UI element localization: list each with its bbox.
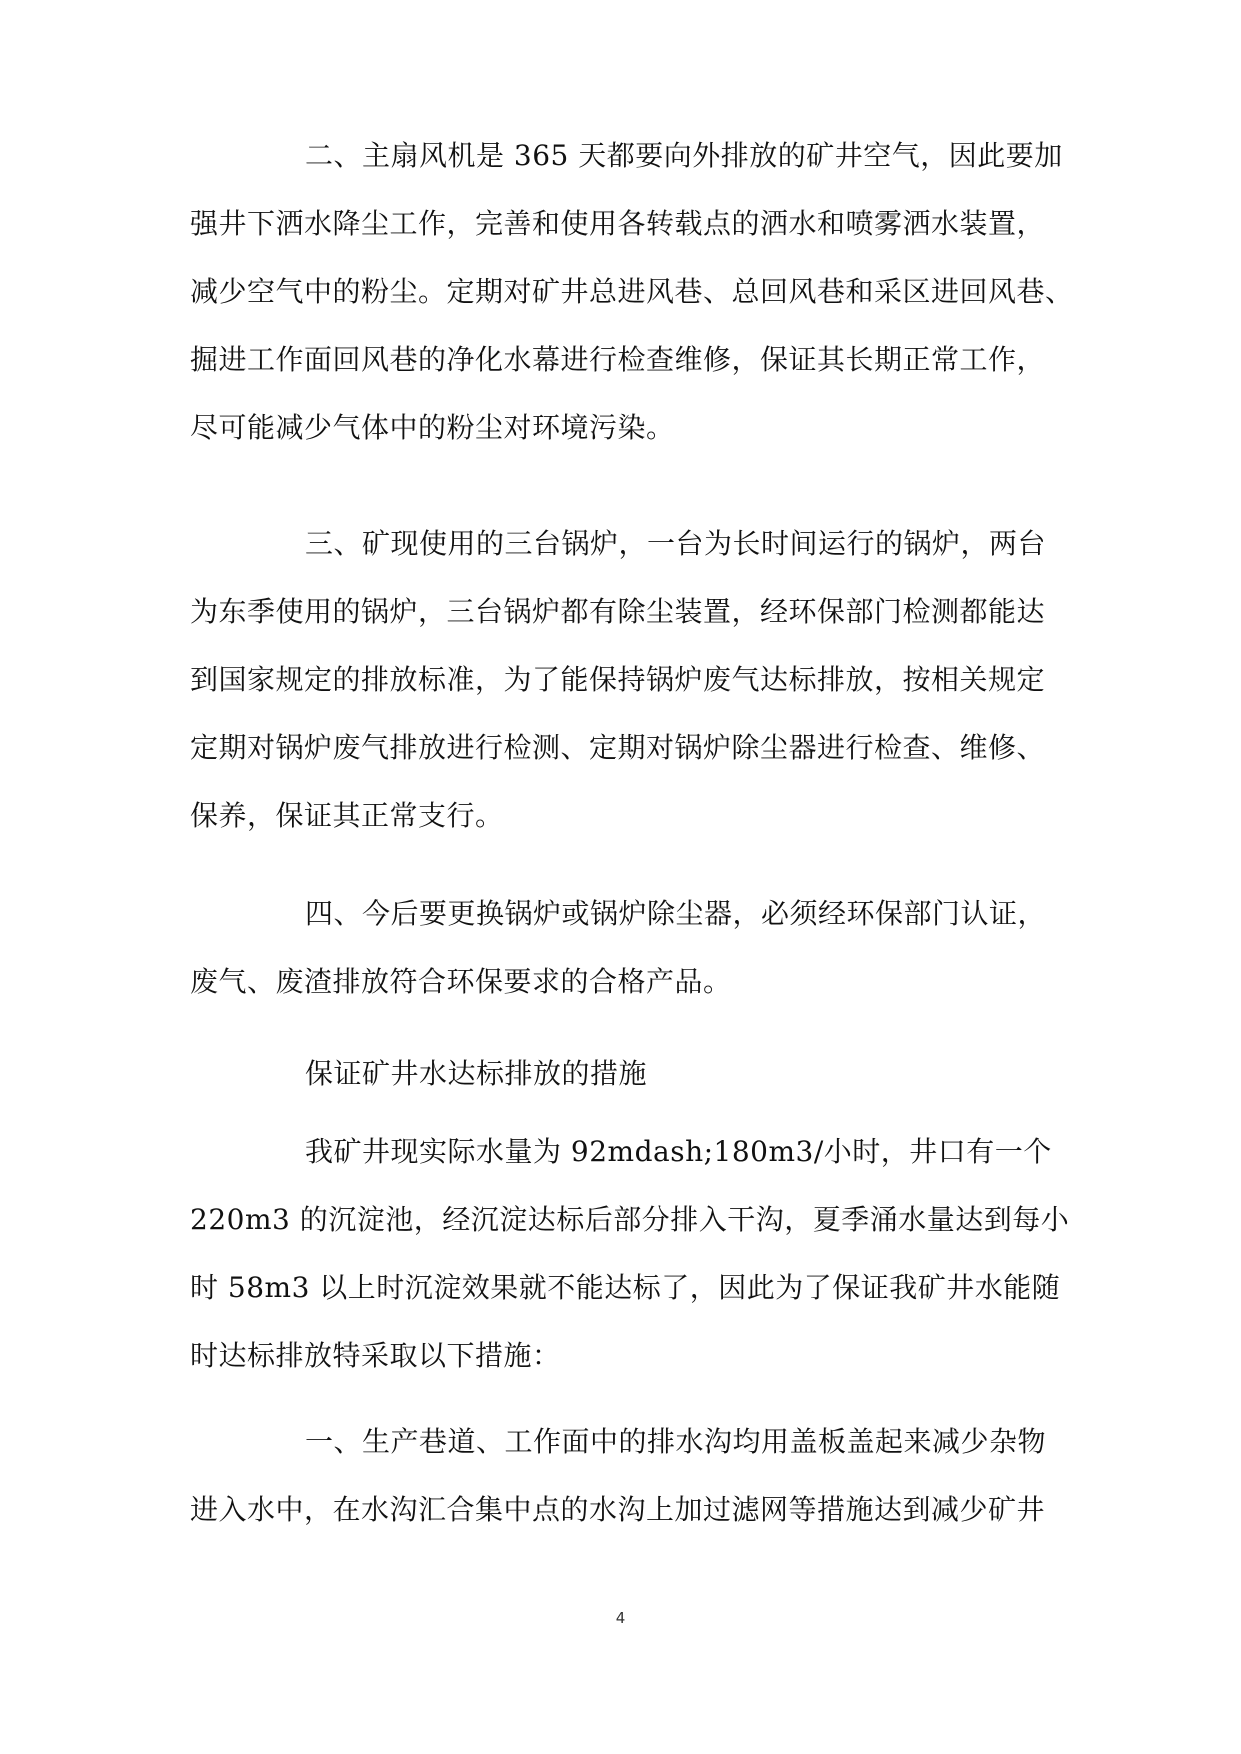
text-line: 一、生产巷道、工作面中的排水沟均用盖板盖起来减少杂物 (305, 1425, 1047, 1458)
text-line: 时达标排放特采取以下措施： (190, 1339, 561, 1372)
text-line: 尽可能减少气体中的粉尘对环境污染。 (190, 411, 675, 444)
text-line: 为东季使用的锅炉，三台锅炉都有除尘装置，经环保部门检测都能达 (190, 595, 1046, 628)
text-line: 减少空气中的粉尘。定期对矿井总进风巷、总回风巷和采区进回风巷、 (190, 275, 1074, 308)
text-line: 到国家规定的排放标准，为了能保持锅炉废气达标排放，按相关规定 (190, 663, 1046, 696)
text-line: 时 58m3 以上时沉淀效果就不能达标了，因此为了保证我矿井水能随 (190, 1271, 1061, 1304)
text-line: 进入水中，在水沟汇合集中点的水沟上加过滤网等措施达到减少矿井 (190, 1493, 1046, 1526)
text-line: 定期对锅炉废气排放进行检测、定期对锅炉除尘器进行检查、维修、 (190, 731, 1046, 764)
text-line: 二、主扇风机是 365 天都要向外排放的矿井空气，因此要加 (305, 139, 1063, 172)
text-line: 掘进工作面回风巷的净化水幕进行检查维修，保证其长期正常工作， (190, 343, 1046, 376)
text-line: 废气、废渣排放符合环保要求的合格产品。 (190, 965, 732, 998)
text-line: 强井下洒水降尘工作，完善和使用各转载点的洒水和喷雾洒水装置， (190, 207, 1046, 240)
text-line: 我矿井现实际水量为 92mdash;180m3/小时，井口有一个 (305, 1135, 1052, 1168)
page-number: 4 (615, 1609, 626, 1627)
text-line: 四、今后要更换锅炉或锅炉除尘器，必须经环保部门认证， (305, 897, 1047, 930)
text-line: 220m3 的沉淀池，经沉淀达标后部分排入干沟，夏季涌水量达到每小 (190, 1203, 1070, 1236)
text-line: 三、矿现使用的三台锅炉，一台为长时间运行的锅炉，两台 (305, 527, 1047, 560)
section-heading: 保证矿井水达标排放的措施 (305, 1057, 648, 1090)
text-line: 保养，保证其正常支行。 (190, 799, 504, 832)
